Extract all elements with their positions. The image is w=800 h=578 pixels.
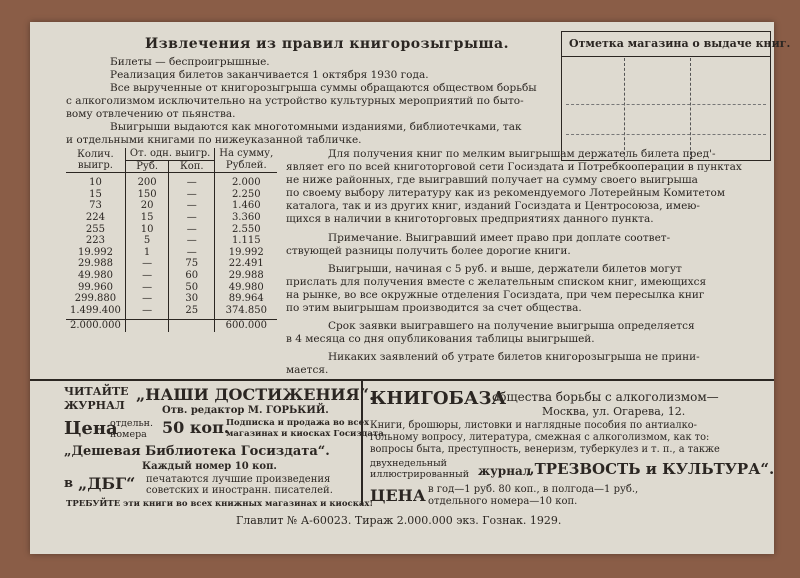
total-rub-empty — [125, 320, 168, 332]
journal-price-label: Цена — [64, 418, 118, 439]
cell-count: 255 — [85, 223, 105, 235]
cell-sum: 22.491 — [215, 258, 277, 270]
cell-count: 223 — [85, 235, 105, 247]
knigobaza-title: КНИГОБАЗА — [370, 388, 507, 409]
cell-rub: — — [125, 293, 168, 305]
info-line: Выигрыши, начиная с 5 руб. и выше, держатели билетов могут — [328, 263, 682, 275]
note-line: ствующей разницы получить более дорогие книги. — [286, 245, 571, 257]
rule-line: с алкоголизмом исключительно на устройство культурных мероприятий по быто- — [66, 95, 524, 107]
cell-rub: 20 — [125, 200, 168, 212]
cell-kop: — — [169, 235, 215, 247]
knigobaza-desc: Книги, брошюры, листовки и наглядные пособия по антиалко- — [370, 420, 697, 431]
total-count: 2.000.000 — [66, 320, 125, 332]
cell-kop: 75 — [169, 258, 215, 270]
cell-rub: 10 — [125, 224, 168, 236]
info-line: по своему выбору литературу как из рекомендуемого Лотерейным Комитетом — [286, 187, 726, 199]
dbg-description: печатаются лучшие произведения — [146, 474, 331, 485]
table-row — [66, 235, 277, 247]
dbg-description: советских и иностранн. писателей. — [146, 485, 333, 496]
col-count-header: выигр. — [77, 160, 113, 172]
journal-price-separate: отдельн. — [110, 418, 154, 429]
info-line: Никаких заявлений об утрате билетов книгорозыгрыша не прини- — [328, 351, 700, 363]
rules-title: Извлечения из правил книгорозыгрыша. — [145, 36, 509, 52]
dbg-price: Каждый номер 10 коп. — [142, 461, 277, 472]
info-line: в 4 месяца со дня опубликования таблицы выигрышей. — [286, 333, 595, 345]
col-kop-header: Коп. — [169, 160, 215, 173]
cell-sum: 19.992 — [215, 247, 277, 259]
cell-count: 224 — [85, 211, 105, 223]
cell-count: 73 — [89, 200, 102, 212]
rule-line: Билеты — беспроигрышные. — [110, 56, 270, 68]
cell-rub: 150 — [125, 189, 168, 201]
dbg-title: „Дешевая Библиотека Госиздата“. — [64, 444, 330, 459]
cell-count: 10 — [89, 177, 102, 189]
section-divider — [30, 379, 774, 381]
cell-count: 15 — [89, 188, 102, 200]
info-line: на рынке, во все окружные отделения Госиздата, при чем пересылка книг — [286, 289, 705, 301]
journal-price: 50 коп. — [162, 418, 230, 437]
journal-name: „НАШИ ДОСТИЖЕНИЯ“. — [136, 385, 375, 404]
table-row — [66, 189, 277, 201]
cell-sum: 1.115 — [215, 235, 277, 247]
cell-kop: — — [169, 189, 215, 201]
dbg-abbrev: „ДБГ“ — [78, 474, 136, 493]
cell-kop: 50 — [169, 282, 215, 294]
trezvost-price-label: ЦЕНА — [370, 486, 426, 505]
cell-rub: — — [125, 258, 168, 270]
table-row — [66, 305, 277, 320]
table-row — [66, 224, 277, 236]
cell-sum: 2.250 — [215, 189, 277, 201]
stamp-dashed-column — [690, 58, 691, 160]
info-line: являет его по всей книготорговой сети Госиздата и Потребкооперации в пунктах — [286, 161, 742, 173]
cell-kop: 60 — [169, 270, 215, 282]
stamp-title: Отметка магазина о выдаче книг. — [569, 37, 791, 50]
cell-kop: — — [169, 212, 215, 224]
journal-word: журнал — [478, 464, 532, 478]
table-row — [66, 173, 277, 189]
col-sum-header: На сумму, — [215, 148, 277, 160]
stamp-dashed-row — [566, 134, 766, 135]
biweekly-label: иллюстрированный — [370, 469, 470, 480]
cell-sum: 49.980 — [215, 282, 277, 294]
table-row — [66, 258, 277, 270]
cell-kop: — — [169, 224, 215, 236]
col-rub-header: Руб. — [125, 160, 168, 173]
cell-kop: — — [169, 200, 215, 212]
cell-sum: 89.964 — [215, 293, 277, 305]
total-kop-empty — [169, 320, 215, 332]
trezvost-price: отдельного номера—10 коп. — [428, 496, 578, 507]
rule-line: и отдельными книгами по нижеуказанной табличке. — [66, 134, 362, 146]
info-line: мается. — [286, 364, 329, 376]
footer-imprint: Главлит № А-60023. Тираж 2.000.000 экз. Гознак. 1929. — [236, 514, 562, 527]
journal-subscription: Подписка и продажа во всех — [226, 418, 370, 428]
cell-count: 299.880 — [74, 293, 117, 305]
biweekly-label: двухнедельный — [370, 458, 448, 469]
cell-sum: 1.460 — [215, 200, 277, 212]
cell-rub: 15 — [125, 212, 168, 224]
knigobaza-address: Москва, ул. Огарева, 12. — [542, 405, 686, 418]
lottery-ticket-back — [30, 22, 791, 554]
cell-sum: 29.988 — [215, 270, 277, 282]
info-line: щихся в наличии в книготорговых предприятиях данного пункта. — [286, 213, 654, 225]
cell-sum: 3.360 — [215, 212, 277, 224]
info-line: Срок заявки выигравшего на получение выигрыша определяется — [328, 320, 695, 332]
rule-line: Все вырученные от книгорозыгрыша суммы обращаются обществом борьбы — [110, 82, 537, 94]
ad-read-label: ЧИТАЙТЕ — [64, 385, 129, 398]
ad-journal-label: ЖУРНАЛ — [64, 399, 125, 412]
cell-rub: — — [125, 305, 168, 320]
journal-subscription: магазинах и киосках Госиздата. — [226, 429, 387, 439]
cell-count: 99.960 — [77, 281, 113, 293]
info-line: не ниже районных, где выигравший получает на сумму своего выигрыша — [286, 174, 698, 186]
prize-table — [66, 148, 277, 332]
knigobaza-society: общества борьбы с алкоголизмом— — [492, 390, 719, 404]
shop-stamp-box — [561, 31, 791, 161]
table-row — [66, 212, 277, 224]
dbg-in: в — [64, 476, 74, 491]
rule-line: Выигрыши выдаются как многотомными изданиями, библиотечками, так — [110, 121, 522, 133]
dbg-demand: ТРЕБУЙТЕ эти книги во всех книжных магазинах и киосках! — [66, 499, 374, 509]
journal-price-issue: номера — [110, 429, 147, 440]
cell-kop: — — [169, 173, 215, 189]
rule-line: вому отвлечению от пьянства. — [66, 108, 236, 120]
cell-sum: 2.550 — [215, 224, 277, 236]
stamp-dashed-row — [566, 104, 766, 105]
total-sum: 600.000 — [215, 320, 277, 332]
cell-kop: — — [169, 247, 215, 259]
table-row — [66, 247, 277, 259]
cell-sum: 374.850 — [215, 305, 277, 320]
table-row — [66, 282, 277, 294]
table-row — [66, 200, 277, 212]
stamp-dashed-column — [624, 58, 625, 160]
cell-count: 19.992 — [77, 246, 113, 258]
col-per-win-header: От. одн. выигр. — [125, 148, 214, 160]
cell-rub: 5 — [125, 235, 168, 247]
table-row — [66, 293, 277, 305]
trezvost-price: в год—1 руб. 80 коп., в полгода—1 руб., — [428, 484, 639, 495]
table-row — [66, 270, 277, 282]
cell-rub: — — [125, 282, 168, 294]
note-line: Примечание. Выигравший имеет право при доплате соответ- — [328, 232, 671, 244]
info-line: прислать для получения вместе с желательным списком книг, имеющихся — [286, 276, 707, 288]
knigobaza-desc: гольному вопросу, литература, смежная с алкоголизмом, как то: — [370, 432, 710, 443]
cell-count: 1.499.400 — [70, 304, 121, 316]
info-line: по этим выигрышам производится за счет общества. — [286, 302, 582, 314]
table-total-row — [66, 320, 277, 332]
col-count-header: Колич. — [77, 148, 114, 160]
cell-count: 49.980 — [77, 269, 113, 281]
cell-rub: 1 — [125, 247, 168, 259]
journal-editor: Отв. редактор М. ГОРЬКИЙ. — [162, 405, 329, 416]
knigobaza-desc: вопросы быта, преступность, венеризм, туберкулез и т. п., а также — [370, 444, 720, 455]
rule-line: Реализация билетов заканчивается 1 октября 1930 года. — [110, 69, 429, 81]
cell-count: 29.988 — [77, 258, 113, 270]
cell-rub: — — [125, 270, 168, 282]
info-line: каталога, так и из других книг, изданий Госиздата и Центросоюза, имею- — [286, 200, 700, 212]
trezvost-journal-name: „ТРЕЗВОСТЬ и КУЛЬТУРА“. — [526, 460, 775, 478]
stamp-divider — [562, 56, 770, 57]
cell-rub: 200 — [125, 173, 168, 189]
cell-kop: 25 — [169, 305, 215, 320]
col-rubles-header: Рублей. — [215, 160, 277, 173]
cell-sum: 2.000 — [215, 173, 277, 189]
cell-kop: 30 — [169, 293, 215, 305]
info-line: Для получения книг по мелким выигрышам держатель билета пред'- — [328, 148, 716, 160]
